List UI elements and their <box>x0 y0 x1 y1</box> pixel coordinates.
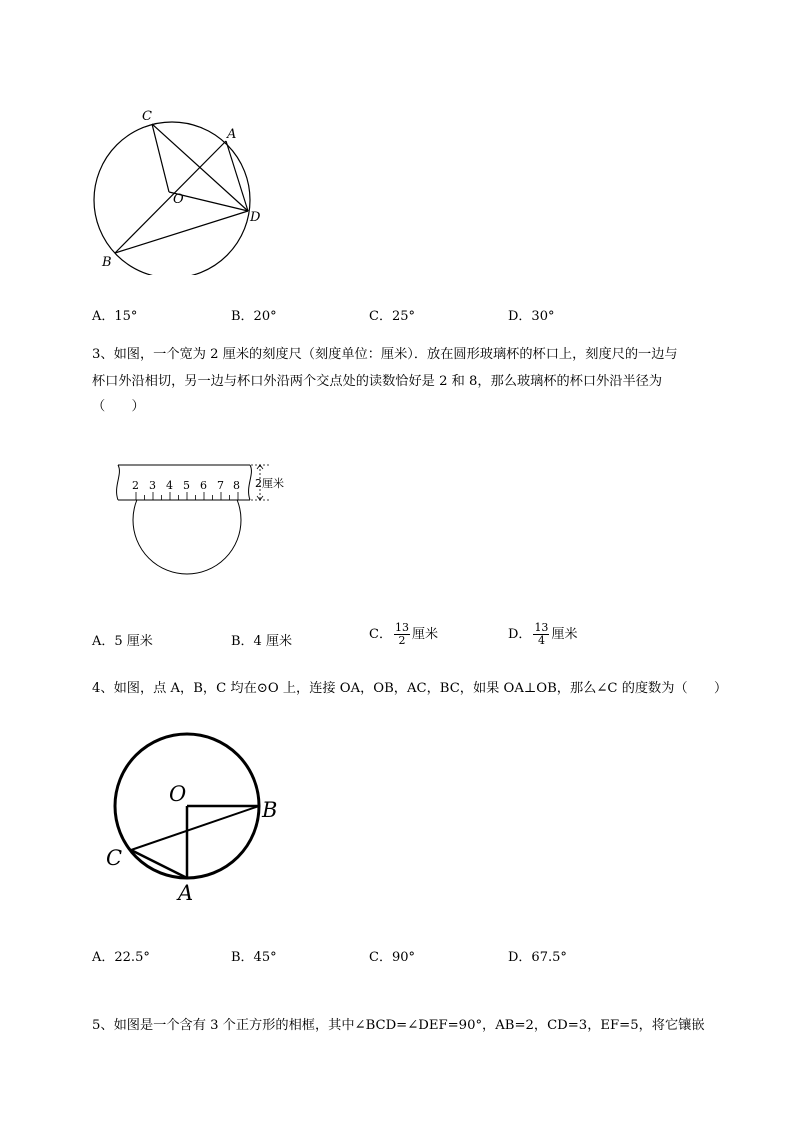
q2-option-d[interactable]: D．30° <box>508 309 555 324</box>
q3-option-b[interactable]: B．4 厘米 <box>231 634 292 649</box>
fraction-13-over-4 <box>533 622 549 647</box>
q5-question: 5、如图是一个含有 3 个正方形的相框，其中∠BCD=∠DEF=90°，AB=2，CD=3，EF=5，将它镶嵌 <box>92 1018 705 1033</box>
fraction-denominator: 2 <box>398 634 406 647</box>
q3-option-c-unit: 厘米 <box>411 627 438 642</box>
q3-option-d-unit: 厘米 <box>551 627 578 642</box>
label-A: A <box>178 881 194 905</box>
q4-question: 4、如图，点 A，B，C 均在⊙O 上，连接 OA，OB，AC，BC，如果 OA⊥OB，那么∠C 的度数为（ ） <box>92 681 728 696</box>
q4-option-d[interactable]: D．67.5° <box>508 950 567 965</box>
ruler-tick-7: 7 <box>217 479 224 492</box>
ruler-left-break <box>117 465 120 500</box>
q3-line-3: （ ） <box>92 399 145 414</box>
ruler-tick-5: 5 <box>183 479 190 492</box>
q3-option-a[interactable]: A．5 厘米 <box>92 634 153 649</box>
q2-option-b[interactable]: B．20° <box>231 309 277 324</box>
label-B: B <box>102 255 112 270</box>
ruler-glass-figure-q3 <box>110 456 300 578</box>
label-C: C <box>142 109 152 124</box>
q3-line-1: 3、如图，一个宽为 2 厘米的刻度尺（刻度单位：厘米）．放在圆形玻璃杯的杯口上，刻度尺的一边与 <box>92 347 678 362</box>
ruler-tick-4: 4 <box>166 479 173 492</box>
q2-option-a[interactable]: A．15° <box>92 309 138 324</box>
circle-figure-q2 <box>80 100 280 275</box>
q2-option-c[interactable]: C．25° <box>369 309 415 324</box>
label-B: B <box>262 798 278 822</box>
q3-option-c-prefix: C． <box>369 627 392 642</box>
ruler-tick-6: 6 <box>200 479 207 492</box>
label-D: D <box>250 210 261 225</box>
q3-option-d[interactable] <box>508 622 577 647</box>
q3-option-c[interactable] <box>369 622 438 647</box>
chord-BC <box>131 806 259 850</box>
label-C: C <box>106 846 123 870</box>
fraction-13-over-2 <box>394 622 410 647</box>
q4-option-c[interactable]: C．90° <box>369 950 415 965</box>
q3-line-2: 杯口外沿相切，另一边与杯口外沿两个交点处的读数恰好是 2 和 8，那么玻璃杯的杯口外沿半径为 <box>92 374 663 389</box>
label-O: O <box>173 192 184 207</box>
segment-BD <box>115 211 248 253</box>
label-O: O <box>169 782 187 806</box>
segment-AB <box>115 141 226 253</box>
ruler-tick-3: 3 <box>149 479 156 492</box>
ruler-tick-2: 2 <box>132 479 139 492</box>
q4-option-a[interactable]: A．22.5° <box>92 950 150 965</box>
fraction-denominator: 4 <box>537 634 545 647</box>
fraction-numerator: 13 <box>394 621 409 634</box>
q3-option-d-prefix: D． <box>508 627 532 642</box>
ruler-width-label: 2厘米 <box>255 477 284 490</box>
fraction-numerator: 13 <box>534 621 549 634</box>
q4-option-b[interactable]: B．45° <box>231 950 277 965</box>
ruler-tick-8: 8 <box>233 479 240 492</box>
segment-CO <box>152 124 169 192</box>
label-A: A <box>227 127 237 142</box>
circle-figure-q4 <box>100 722 290 907</box>
